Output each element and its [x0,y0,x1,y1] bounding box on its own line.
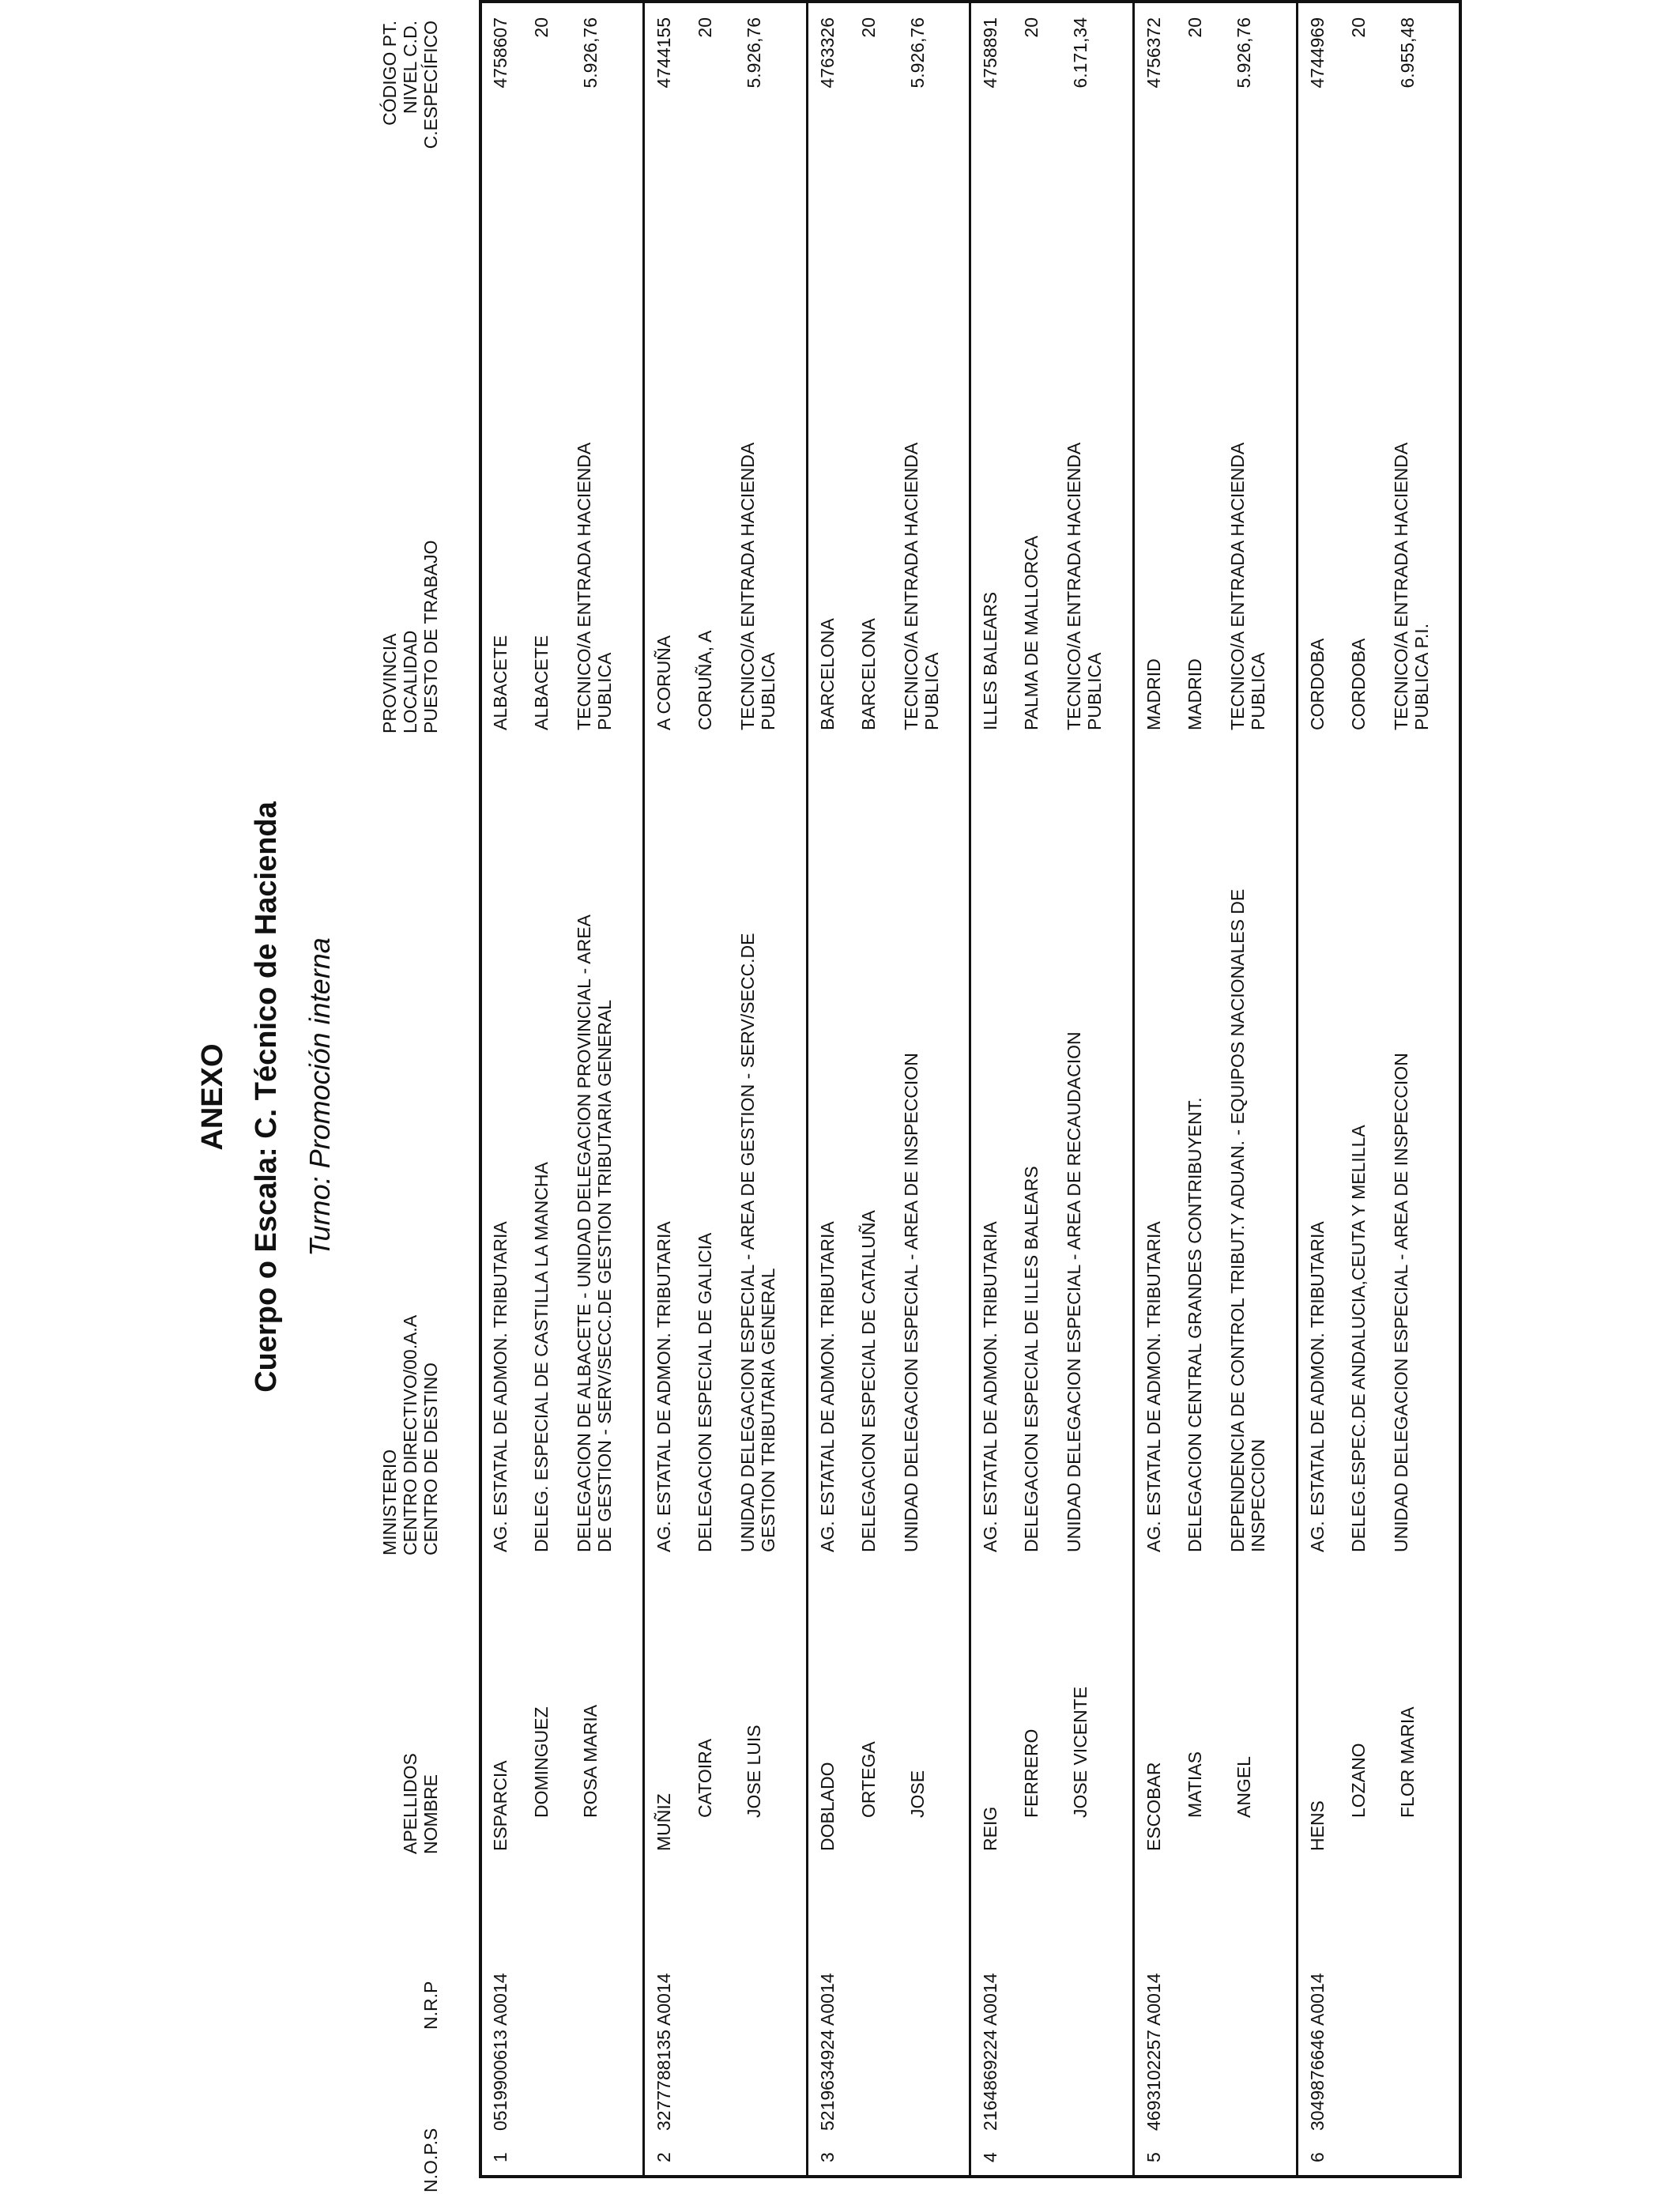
header-nrp: N.R.P [420,1981,441,2030]
table-row [490,0,648,2175]
cell-centro-directivo: DELEG. ESPECIAL DE CASTILLA LA MANCHA [531,1162,552,1552]
cell-puesto-cont: PUBLICA [1248,652,1268,730]
cell-especifico: 6.955,48 [1397,17,1418,89]
table-row [817,0,975,2175]
table-row [654,0,812,2175]
cell-nombre: JOSE VICENTE [1070,1686,1090,1818]
cell-puesto: TECNICO/A ENTRADA HACIENDA [574,442,594,730]
cell-nombre: ANGEL [1234,1756,1254,1818]
cell-puesto: TECNICO/A ENTRADA HACIENDA [1227,442,1248,730]
turno-label: Turno: Promoción interna [303,937,336,1257]
cell-centro-destino: UNIDAD DELEGACION ESPECIAL - AREA DE INSPECCION [901,1053,921,1552]
cell-provincia: MADRID [1143,658,1164,730]
cell-nrp: 3277788135 A0014 [654,1973,674,2131]
cell-centro-directivo: DELEGACION ESPECIAL DE ILLES BALEARS [1021,1166,1042,1552]
table-row [980,0,1138,2175]
cell-apellido2: ORTEGA [858,1741,879,1818]
cell-puesto-cont: PUBLICA [758,652,778,730]
cell-localidad: CORDOBA [1348,638,1369,730]
cell-apellido1: ESCOBAR [1143,1762,1164,1851]
cell-localidad: BARCELONA [858,618,879,730]
cell-provincia: BARCELONA [817,618,838,730]
table-row [1143,0,1301,2175]
cell-ministerio: AG. ESTATAL DE ADMON. TRIBUTARIA [1307,1221,1328,1552]
cell-ministerio: AG. ESTATAL DE ADMON. TRIBUTARIA [817,1221,838,1552]
header-apellidos-nombre: APELLIDOS NOMBRE [400,1753,441,1854]
document-title: ANEXO [196,1043,229,1151]
cell-nombre: FLOR MARIA [1397,1706,1418,1818]
cell-puesto-cont: PUBLICA [921,652,942,730]
cell-apellido1: DOBLADO [817,1762,838,1851]
cell-nrp: 5219634924 A0014 [817,1973,838,2131]
cell-nrp: 3049876646 A0014 [1307,1973,1328,2131]
cell-centro-destino-cont: DE GESTION - SERV/SECC.DE GESTION TRIBUTARIA GENERAL [594,999,615,1552]
cell-nombre: JOSE LUIS [744,1725,764,1818]
cell-centro-directivo: DELEG.ESPEC.DE ANDALUCIA,CEUTA Y MELILLA [1348,1125,1369,1552]
cell-codigo: 4758607 [490,17,510,89]
cell-puesto: TECNICO/A ENTRADA HACIENDA [901,442,921,730]
cell-especifico: 6.171,34 [1070,17,1090,89]
cell-puesto-cont: PUBLICA P.I. [1411,623,1432,730]
cell-nivel: 20 [531,17,552,38]
cell-nops: 4 [980,2152,1000,2162]
header-ministerio-centro: MINISTERIO CENTRO DIRECTIVO/00.A.A CENTRO DE DESTINO [379,1314,441,1555]
cell-nivel: 20 [1185,17,1205,38]
cell-puesto-cont: PUBLICA [1084,652,1105,730]
cell-apellido1: REIG [980,1806,1000,1851]
cell-centro-directivo: DELEGACION ESPECIAL DE CATALUÑA [858,1210,879,1552]
cell-puesto: TECNICO/A ENTRADA HACIENDA [737,442,758,730]
table-row [1307,0,1465,2175]
document-subtitle: Cuerpo o Escala: C. Técnico de Hacienda [250,801,283,1393]
cell-localidad: PALMA DE MALLORCA [1021,535,1042,730]
cell-nops: 3 [817,2152,838,2162]
cell-codigo: 4763326 [817,17,838,89]
cell-nrp: 4693102257 A0014 [1143,1973,1164,2131]
cell-centro-destino: UNIDAD DELEGACION ESPECIAL - AREA DE RECAUDACION [1064,1031,1084,1552]
cell-nrp: 0519900613 A0014 [490,1973,510,2131]
cell-centro-destino: UNIDAD DELEGACION ESPECIAL - AREA DE GESTION - SERV/SECC.DE [737,933,758,1552]
cell-nombre: ROSA MARIA [580,1704,601,1818]
cell-centro-destino: DELEGACION DE ALBACETE - UNIDAD DELEGACION PROVINCIAL - AREA [574,914,594,1552]
cell-codigo: 4744155 [654,17,674,89]
cell-provincia: ALBACETE [490,635,510,730]
cell-centro-destino: DEPENDENCIA DE CONTROL TRIBUT.Y ADUAN. - EQUIPOS NACIONALES DE [1227,888,1248,1552]
cell-apellido2: LOZANO [1348,1743,1369,1818]
header-codigo-nivel: CÓDIGO PT. NIVEL C.D. C.ESPECÍFICO [379,21,441,149]
cell-localidad: CORUÑA, A [695,630,715,730]
cell-codigo: 4758891 [980,17,1000,89]
cell-especifico: 5.926,76 [744,17,764,89]
cell-codigo: 4744969 [1307,17,1328,89]
cell-apellido1: HENS [1307,1800,1328,1851]
cell-nops: 1 [490,2152,510,2162]
cell-centro-destino-cont: GESTION TRIBUTARIA GENERAL [758,1268,778,1552]
cell-codigo: 4756372 [1143,17,1164,89]
cell-nivel: 20 [858,17,879,38]
cell-centro-destino: UNIDAD DELEGACION ESPECIAL - AREA DE INSPECCION [1391,1053,1411,1552]
header-provincia-puesto: PROVINCIA LOCALIDAD PUESTO DE TRABAJO [379,540,441,733]
cell-provincia: CORDOBA [1307,638,1328,730]
cell-apellido2: DOMINGUEZ [531,1706,552,1818]
cell-ministerio: AG. ESTATAL DE ADMON. TRIBUTARIA [490,1221,510,1552]
cell-nops: 5 [1143,2152,1164,2162]
cell-nivel: 20 [1021,17,1042,38]
cell-nombre: JOSE [907,1770,928,1818]
cell-apellido2: MATIAS [1185,1751,1205,1818]
cell-puesto-cont: PUBLICA [594,652,615,730]
cell-centro-directivo: DELEGACION CENTRAL GRANDES CONTRIBUYENT. [1185,1097,1205,1552]
records-table [479,0,1462,2178]
cell-apellido2: CATOIRA [695,1738,715,1818]
cell-apellido1: ESPARCIA [490,1760,510,1851]
cell-especifico: 5.926,76 [580,17,601,89]
cell-nivel: 20 [695,17,715,38]
cell-localidad: MADRID [1185,658,1205,730]
cell-apellido1: MUÑIZ [654,1793,674,1851]
cell-nrp: 2164869224 A0014 [980,1973,1000,2131]
cell-centro-destino-cont: INSPECCION [1248,1438,1268,1552]
cell-centro-directivo: DELEGACION ESPECIAL DE GALICIA [695,1232,715,1552]
cell-especifico: 5.926,76 [907,17,928,89]
cell-provincia: ILLES BALEARS [980,591,1000,730]
cell-ministerio: AG. ESTATAL DE ADMON. TRIBUTARIA [1143,1221,1164,1552]
cell-ministerio: AG. ESTATAL DE ADMON. TRIBUTARIA [980,1221,1000,1552]
cell-apellido2: FERRERO [1021,1728,1042,1818]
cell-localidad: ALBACETE [531,635,552,730]
cell-puesto: TECNICO/A ENTRADA HACIENDA [1064,442,1084,730]
cell-provincia: A CORUÑA [654,635,674,730]
cell-puesto: TECNICO/A ENTRADA HACIENDA [1391,442,1411,730]
header-nops: N.O.P.S [420,2128,441,2192]
cell-especifico: 5.926,76 [1234,17,1254,89]
cell-ministerio: AG. ESTATAL DE ADMON. TRIBUTARIA [654,1221,674,1552]
cell-nops: 6 [1307,2152,1328,2162]
cell-nops: 2 [654,2152,674,2162]
cell-nivel: 20 [1348,17,1369,38]
